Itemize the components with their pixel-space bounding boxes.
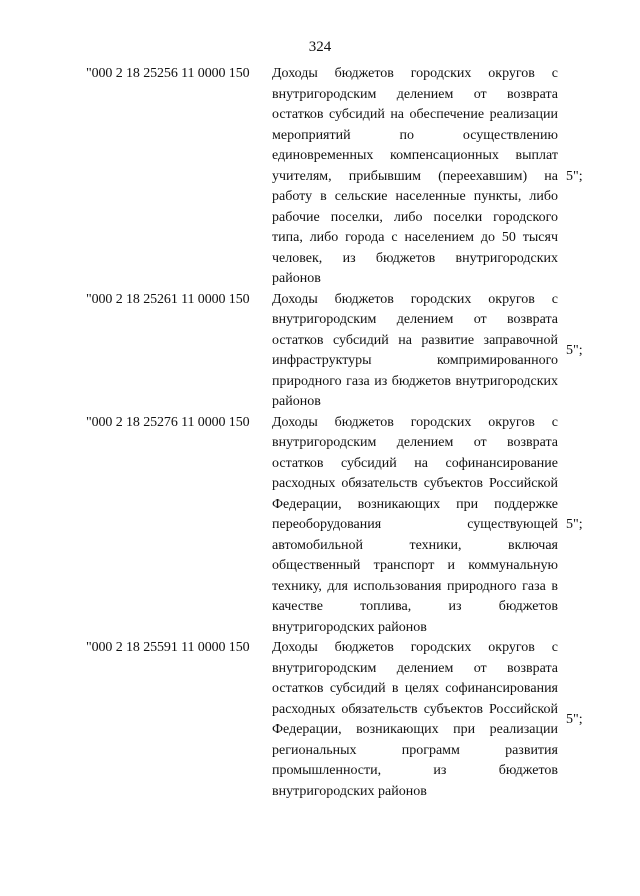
entries-list <box>0 64 640 802</box>
entry-row <box>0 290 640 413</box>
entry-description: Доходы бюджетов городских округов с внутригородским делением от возврата остатков субсидий на обеспечение реализации мероприятий по осуществлению единовременных компенсационных выплат учителям, прибывшим (переехавшим) на работу в сельские населенные пункты, либо рабочие поселки, либо поселки городского типа, либо города с населением до 50 тысяч человек, из бюджетов внутригородских районов <box>272 66 558 286</box>
entry-description: Доходы бюджетов городских округов с внутригородским делением от возврата остатков субсидий на развитие заправочной инфраструктуры компримированного природного газа из бюджетов внутригородских районов <box>272 291 558 409</box>
entry-suffix: 5"; <box>566 342 583 358</box>
budget-code: "000 2 18 25256 11 0000 150 <box>86 66 250 81</box>
entry-row <box>0 413 640 639</box>
entry-suffix: 5"; <box>566 168 583 184</box>
budget-code: "000 2 18 25261 11 0000 150 <box>86 291 250 307</box>
entry-description: Доходы бюджетов городских округов с внутригородским делением от возврата остатков субсидий на софинансирование расходных обязательств субъектов Российской Федерации, возникающих при поддержке переоборудования существующей автомобильной техники, включая общественный транспорт и коммунальную технику, для использования природного газа в качестве топлива, из бюджетов внутригородских районов <box>272 414 558 635</box>
budget-code: "000 2 18 25276 11 0000 150 <box>86 414 250 430</box>
entry-suffix: 5"; <box>566 711 583 727</box>
entry-row <box>0 64 640 290</box>
page-number: 324 <box>308 39 332 55</box>
budget-code: "000 2 18 25591 11 0000 150 <box>86 640 250 655</box>
entry-description: Доходы бюджетов городских округов с внутригородским делением от возврата остатков субсидий в целях софинансирования расходных обязательств субъектов Российской Федерации, возникающих при реализации региональных программ развития промышленности, из бюджетов внутригородских районов <box>272 640 558 799</box>
entry-row <box>0 638 640 802</box>
entry-suffix: 5"; <box>566 517 583 532</box>
